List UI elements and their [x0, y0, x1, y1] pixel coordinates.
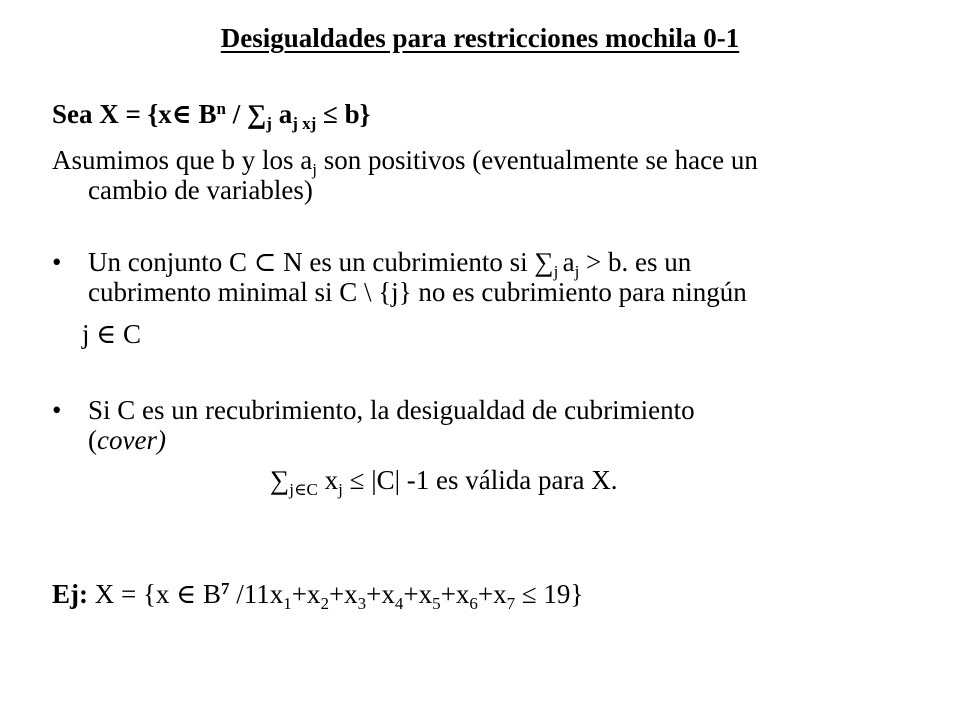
bullet-1-line-3: j ∈ C [82, 319, 142, 349]
example-line: Ej: X = {x ∈ $B^7$ $/11x_1+x_2+x_3+x_4+x_5+x_6+x_7 \le 19$} [52, 579, 584, 613]
set-definition: Sea X = {x∈ $B^n / \sum_j$ $a_{j xj} \le b$} [52, 99, 371, 133]
assumption-line-1: Asumimos que b y los $a_j$ son positivos (eventualmente se hace un [52, 145, 758, 179]
assumption-line-2: cambio de variables) [88, 175, 313, 205]
bullet-2-marker: • [52, 395, 62, 425]
slide-title: Desigualdades para restricciones mochila 0-1 [220, 23, 740, 53]
bullet-1-line-2: cubrimento minimal si C \ {j} no es cubrimiento para ningún [88, 277, 747, 307]
bullet-1-marker: • [52, 247, 62, 277]
cover-inequality: $\sum_{j\in C}$ $x_j \le |C|$ -1 es válida para X. [270, 465, 618, 499]
bullet-2-line-2: (cover) [88, 425, 166, 455]
bullet-2-line-1: Si C es un recubrimiento, la desigualdad de cubrimiento [88, 395, 695, 425]
bullet-1-line-1: Un conjunto C ⊂ N es un cubrimiento si $\sum_j$ $a_j > b$. es un [88, 247, 692, 281]
